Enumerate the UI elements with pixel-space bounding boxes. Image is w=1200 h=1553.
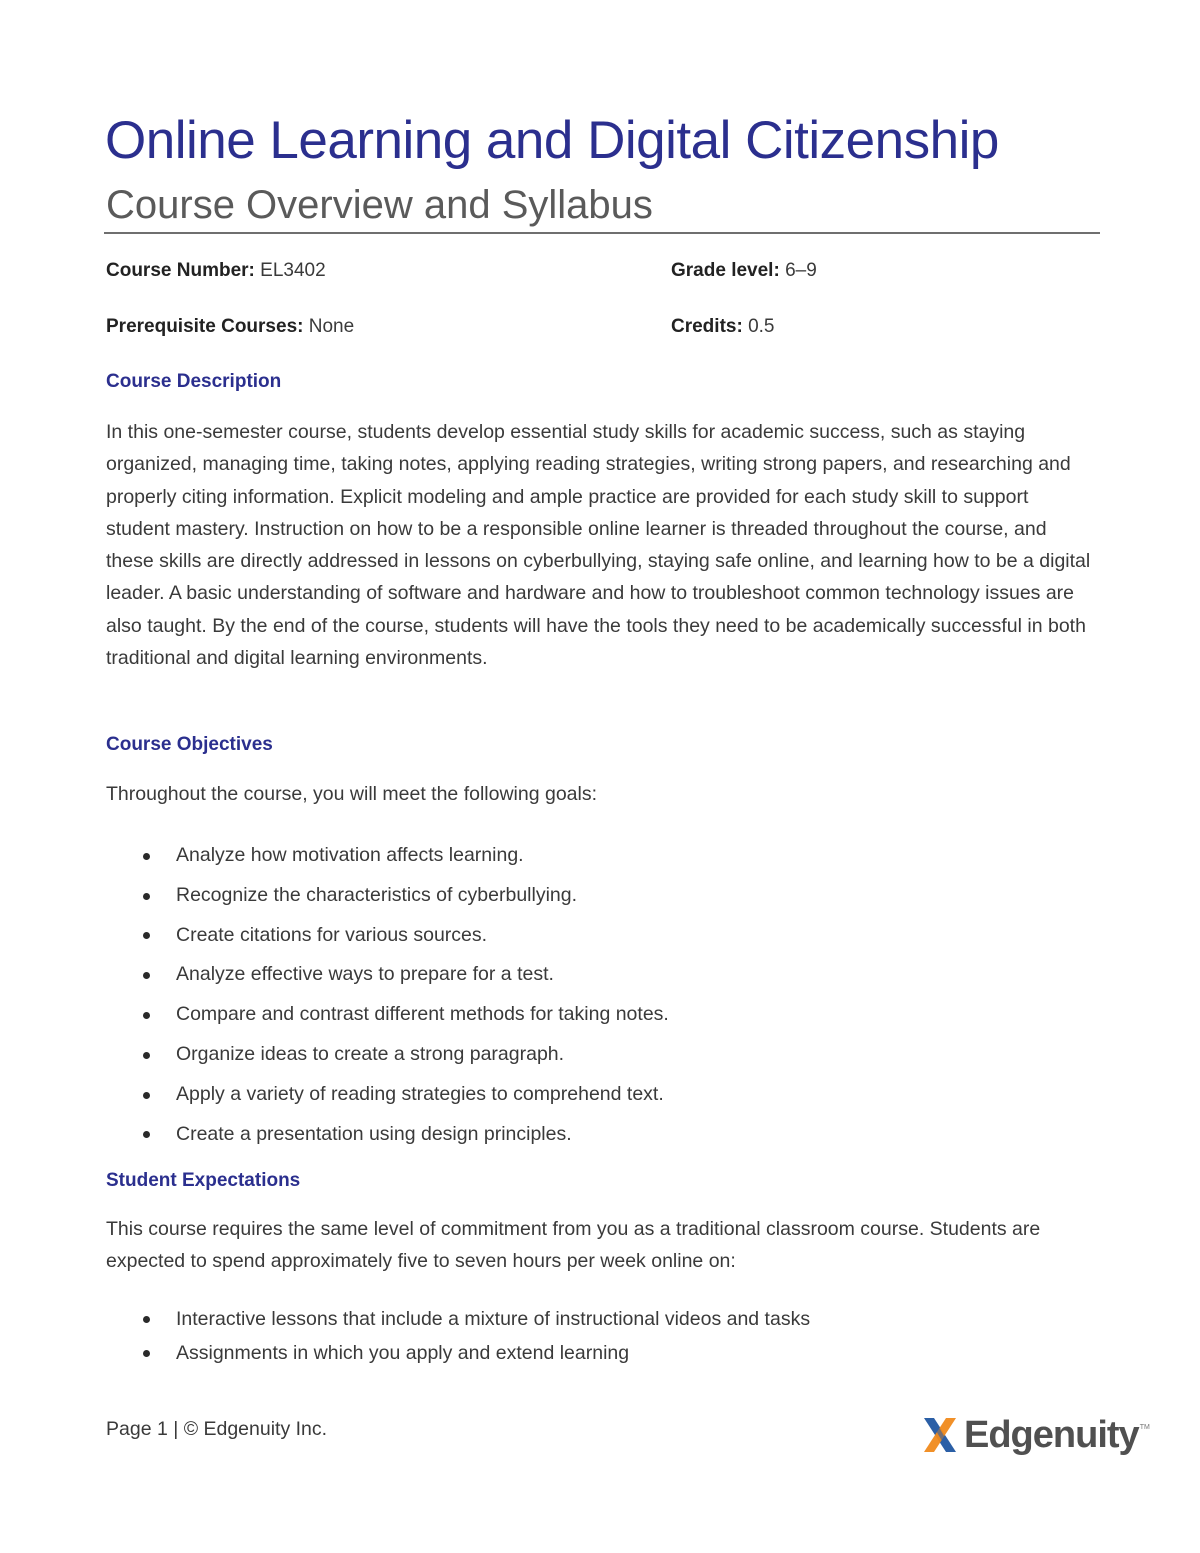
credits [671, 316, 775, 338]
objective-item-text: Recognize the characteristics of cyberbullying. [176, 883, 578, 906]
bullet-icon [143, 893, 150, 900]
grade-level-value: 6–9 [785, 260, 817, 281]
objective-item-text: Compare and contrast different methods for taking notes. [176, 1003, 669, 1026]
course-number-value: EL3402 [260, 260, 326, 281]
objective-item-text: Analyze how motivation affects learning. [176, 844, 524, 866]
course-number-label: Course Number: [106, 260, 255, 281]
objective-item [106, 995, 669, 1035]
expectations-list [106, 1302, 810, 1370]
objective-item [106, 955, 669, 995]
bullet-icon [143, 1350, 150, 1357]
course-description-heading: Course Description [106, 371, 282, 392]
title-divider [104, 232, 1100, 234]
objective-item-text: Create a presentation using design principles. [176, 1122, 572, 1145]
objective-item [106, 836, 669, 876]
grade-level [671, 260, 817, 282]
objective-item [106, 916, 669, 956]
prerequisite-value: None [308, 316, 355, 337]
course-number [106, 260, 326, 282]
objective-item [106, 1115, 669, 1155]
student-expectations-heading: Student Expectations [106, 1170, 301, 1191]
bullet-icon [143, 932, 150, 939]
edgenuity-logo [920, 1412, 1150, 1458]
objective-item-text: Apply a variety of reading strategies to comprehend text. [176, 1082, 664, 1105]
course-objectives-intro: Throughout the course, you will meet the following goals: [106, 783, 598, 805]
prerequisite-courses [106, 316, 354, 338]
objective-item [106, 1075, 669, 1115]
page-title: Online Learning and Digital Citizenship [105, 111, 999, 170]
objective-item-text: Organize ideas to create a strong paragraph. [176, 1042, 565, 1065]
objective-item-text: Create citations for various sources. [176, 923, 488, 946]
credits-label: Credits: [671, 316, 743, 337]
bullet-icon [143, 853, 150, 860]
page-footer: Page 1 | © Edgenuity Inc. [106, 1418, 328, 1440]
bullet-icon [143, 1012, 150, 1019]
expectation-item [106, 1302, 810, 1336]
student-expectations-intro: This course requires the same level of commitment from you as a traditional classroom course. Students are expected to spend approximately five to seven hours per week online on: [106, 1218, 1041, 1273]
grade-level-label: Grade level: [671, 260, 780, 281]
objective-item [106, 876, 669, 916]
bullet-icon [143, 972, 150, 979]
bullet-icon [143, 1052, 150, 1059]
objective-item-text: Analyze effective ways to prepare for a test. [176, 963, 554, 986]
bullet-icon [143, 1316, 150, 1323]
expectation-item-text: Interactive lessons that include a mixture of instructional videos and tasks [176, 1308, 811, 1330]
bullet-icon [143, 1092, 150, 1099]
edgenuity-x-icon [920, 1415, 964, 1455]
logo-wordmark: Edgenuity [964, 1414, 1139, 1456]
prerequisite-label: Prerequisite Courses: [106, 316, 304, 337]
bullet-icon [143, 1131, 150, 1138]
expectation-item-text: Assignments in which you apply and extend learning [176, 1342, 630, 1364]
course-objectives-heading: Course Objectives [106, 734, 273, 755]
expectation-item [106, 1336, 810, 1370]
objectives-list [106, 836, 669, 1154]
credits-value: 0.5 [748, 316, 775, 337]
page-subtitle: Course Overview and Syllabus [106, 183, 653, 227]
objective-item [106, 1035, 669, 1075]
course-description-text: In this one-semester course, students develop essential study skills for academic success, such as staying organized, managing time, taking notes, applying reading strategies, writing strong papers, and researching and properly citing information. Explicit modeling and ample practice are provided for each study skill to support student mastery. Instruction on how to be a responsible online learner is threaded throughout the course, and these skills are directly addressed in lessons on cyberbullying, staying safe online, and learning how to be a digital leader. A basic understanding of software and hardware and how to troubleshoot common technology issues are also taught. By the end of the course, students will have the tools they need to be academically successful in both traditional and digital learning environments. [106, 421, 1091, 670]
logo-trademark: TM [1139, 1424, 1150, 1431]
